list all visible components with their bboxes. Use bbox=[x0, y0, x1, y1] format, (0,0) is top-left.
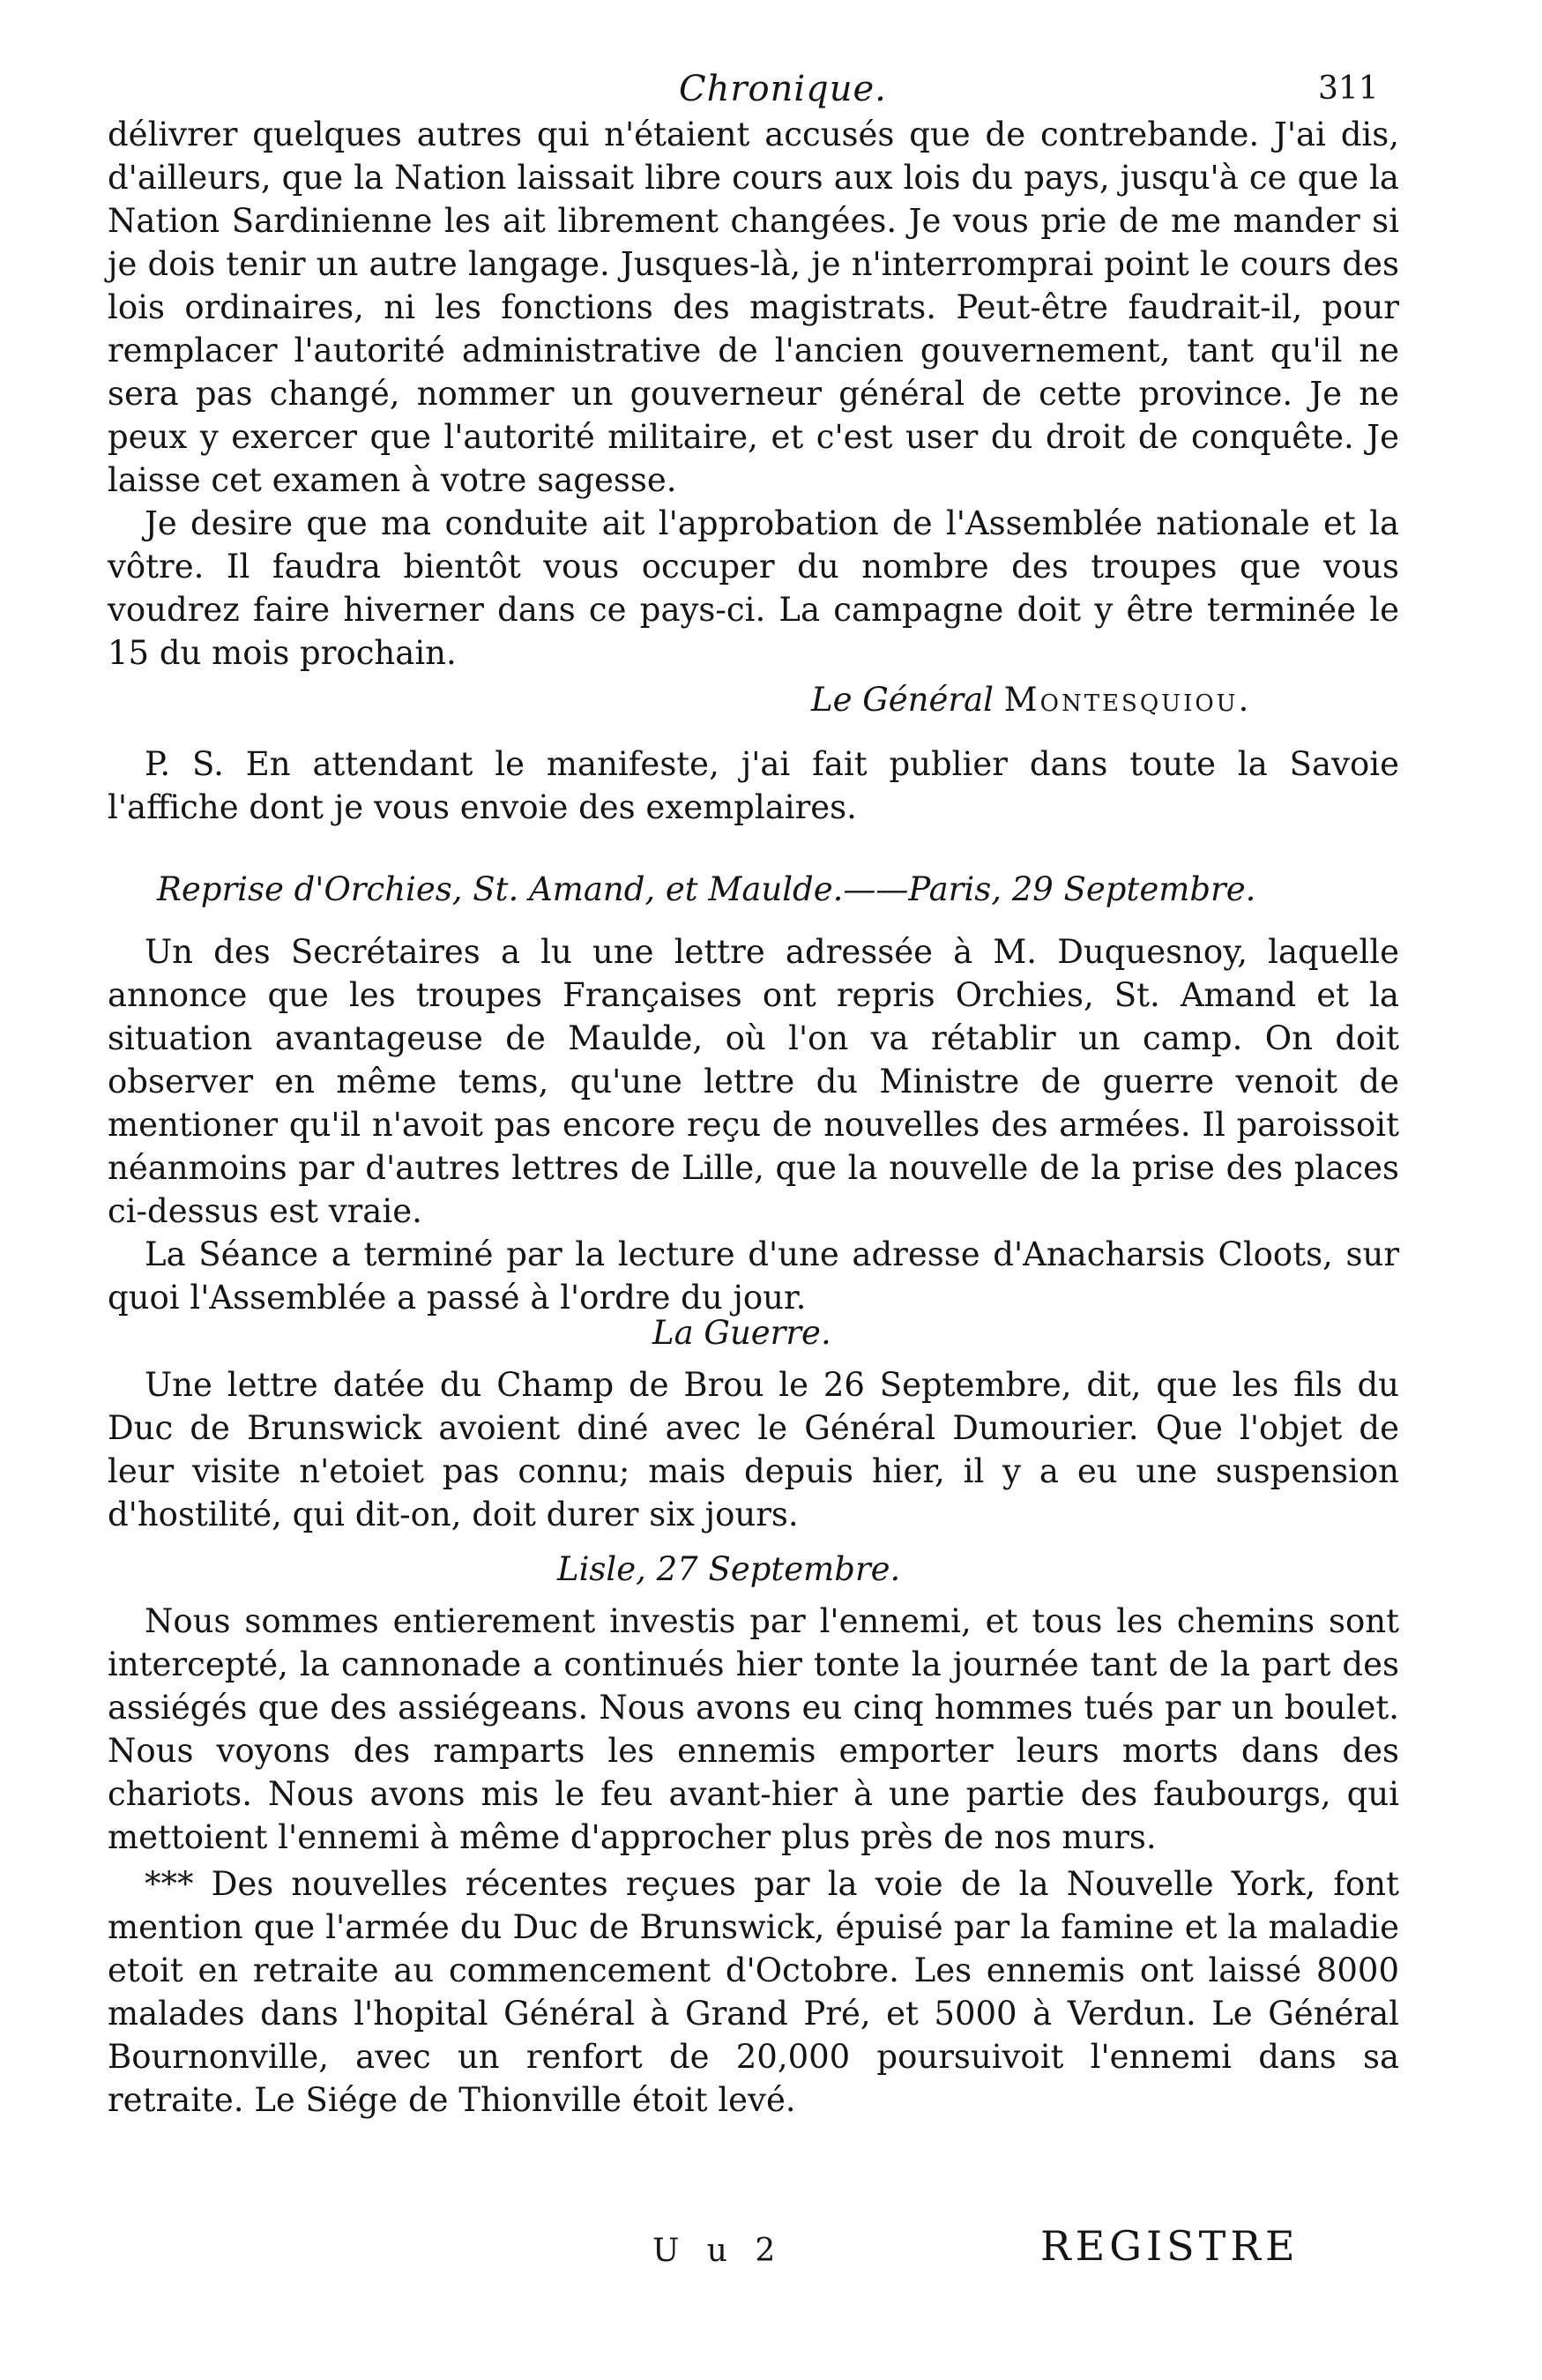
postscript: P. S. En attendant le manifeste, j'ai fait publier dans toute la Savoie l'affiche dont je vous envoie des exemplaires. bbox=[108, 745, 1399, 826]
nouvelles-paragraph: *** Des nouvelles récentes reçues par la voie de la Nouvelle York, font mention que l'armée du Duc de Brunswick, épuisé par la famine et la maladie etoit en retraite au commencement d'Octobre. Les ennemis ont laissé 8000 malades dans l'hopital Général à Grand Pré, et 5000 à Verdun. Le Général Bournonville, avec un renfort de 20,000 poursuivoit l'ennemi dans sa retraite. Le Siége de Thionville étoit levé. bbox=[108, 1865, 1399, 2119]
guerre-section bbox=[108, 1363, 1399, 1536]
montesquiou-letter bbox=[108, 113, 1399, 675]
lisle-section bbox=[108, 1600, 1399, 1859]
reprise-paragraph-2: La Séance a terminé par la lecture d'une adresse d'Anacharsis Cloots, sur quoi l'Assemblée a passé à l'ordre du jour. bbox=[108, 1235, 1399, 1317]
running-title: Chronique. bbox=[679, 69, 887, 109]
signature-rank: Le Général bbox=[811, 681, 994, 719]
reprise-heading: Reprise d'Orchies, St. Amand, et Maulde.——Paris, 29 Septembre. bbox=[157, 870, 1256, 908]
letter-paragraph-2: Je desire que ma conduite ait l'approbation de l'Assemblée nationale et la vôtre. Il faudra bientôt vous occuper du nombre des troupes que vous voudrez faire hiverner dans ce pays-ci. La campagne doit y être terminée le 15 du mois prochain. bbox=[108, 504, 1399, 672]
letter-paragraph-1: délivrer quelques autres qui n'étaient accusés que de contrebande. J'ai dis, d'ailleurs, que la Nation laissait libre cours aux lois du pays, jusqu'à ce que la Nation Sardinienne les ait librement changées. Je vous prie de me mander si je dois tenir un autre langage. Jusques-là, je n'interromprai point le cours des lois ordinaires, ni les fonctions des magistrats. Peut-être faudrait-il, pour remplacer l'autorité administrative de l'ancien gouvernement, tant qu'il ne sera pas changé, nommer un gouverneur général de cette province. Je ne peux y exercer que l'autorité militaire, et c'est user du droit de conquête. Je laisse cet examen à votre sagesse. bbox=[108, 116, 1399, 499]
guerre-paragraph: Une lettre datée du Champ de Brou le 26 Septembre, dit, que les fils du Duc de Brunswick avoient diné avec le Général Dumourier. Que l'objet de leur visite n'etoiet pas connu; mais depuis hier, il y a eu une suspension d'hostilité, qui dit-on, doit durer six jours. bbox=[108, 1366, 1399, 1533]
signature-mark: U u 2 bbox=[652, 2233, 785, 2269]
page-number: 311 bbox=[1318, 71, 1379, 107]
signature-name: Montesquiou. bbox=[1003, 681, 1252, 719]
postscript-block bbox=[108, 742, 1399, 829]
reprise-paragraph-1: Un des Secrétaires a lu une lettre adressée à M. Duquesnoy, laquelle annonce que les troupes Françaises ont repris Orchies, St. Amand et la situation avantageuse de Maulde, où l'on va rétablir un camp. On doit observer en même tems, qu'une lettre du Ministre de guerre venoit de mentioner qu'il n'avoit pas encore reçu de nouvelles des armées. Il paroissoit néanmoins par d'autres lettres de Lille, que la nouvelle de la prise des places ci-dessus est vraie. bbox=[108, 933, 1399, 1230]
catchword: REGISTRE bbox=[1040, 2222, 1300, 2270]
reprise-section bbox=[108, 930, 1399, 1319]
nouvelles-section bbox=[108, 1862, 1399, 2122]
lisle-heading: Lisle, 27 Septembre. bbox=[557, 1550, 901, 1588]
lisle-paragraph: Nous sommes entierement investis par l'ennemi, et tous les chemins sont intercepté, la cannonade a continués hier tonte la journée tant de la part des assiégés que des assiégeans. Nous avons eu cinq hommes tués par un boulet. Nous voyons des ramparts les ennemis emporter leurs morts dans des chariots. Nous avons mis le feu avant-hier à une partie des faubourgs, qui mettoient l'ennemi à même d'approcher plus près de nos murs. bbox=[108, 1602, 1399, 1856]
letter-signature bbox=[811, 681, 1251, 719]
guerre-heading: La Guerre. bbox=[652, 1314, 831, 1352]
